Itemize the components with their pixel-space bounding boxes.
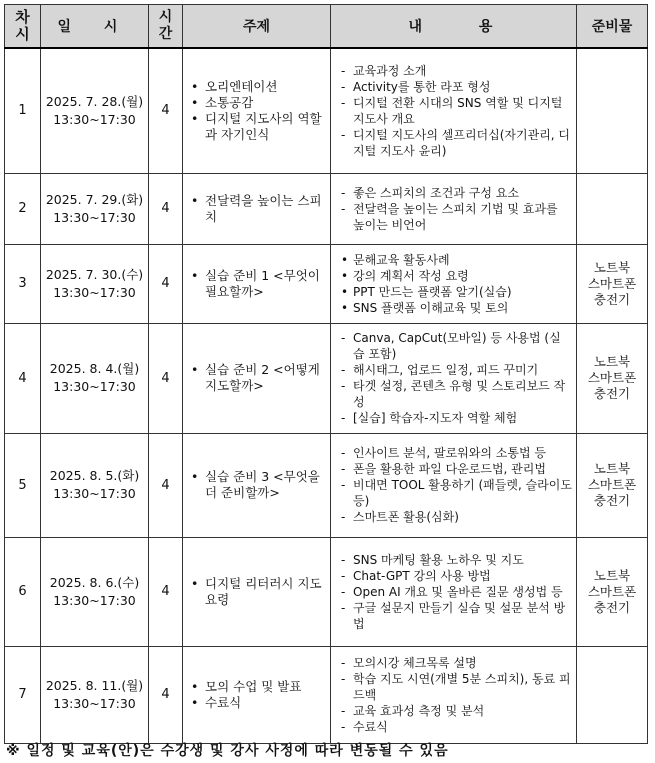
header-topic: 주제	[183, 5, 331, 49]
content-item: - Chat-GPT 강의 사용 방법	[341, 568, 572, 584]
session-datetime	[41, 244, 149, 323]
session-materials: 노트북 스마트폰 충전기	[577, 244, 648, 323]
content-item: - 교육 효과성 측정 및 분석	[341, 703, 572, 719]
header-session: 차 시	[5, 5, 41, 49]
session-topic	[183, 537, 331, 646]
session-datetime	[41, 537, 149, 646]
content-item: - 폰을 활용한 파일 다운로드법, 관리법	[341, 461, 572, 477]
session-time: 13:30~17:30	[53, 284, 136, 300]
header-date: 일 시	[41, 5, 149, 49]
session-datetime	[41, 48, 149, 173]
session-topic	[183, 433, 331, 537]
session-hours: 4	[149, 537, 183, 646]
session-topic	[183, 48, 331, 173]
session-time: 13:30~17:30	[53, 592, 136, 608]
content-item: - 전달력을 높이는 스피치 기법 및 효과를 높이는 비언어	[341, 201, 572, 233]
footnote: ※ 일정 및 교육(안)은 수강생 및 강사 사정에 따라 변동될 수 있음	[6, 743, 449, 759]
session-hours: 4	[149, 48, 183, 173]
session-content	[331, 323, 577, 433]
content-item: - Open AI 개요 및 올바른 질문 생성법 등	[341, 584, 572, 600]
topic-list	[183, 362, 330, 394]
session-materials	[577, 173, 648, 244]
topic-item: • 실습 준비 2 <어떻게 지도할까>	[205, 362, 330, 394]
content-item: - 타겟 설정, 콘텐츠 유형 및 스토리보드 작성	[341, 378, 572, 410]
session-materials: 노트북 스마트폰 충전기	[577, 323, 648, 433]
content-item: - 좋은 스피치의 조건과 구성 요소	[341, 185, 572, 201]
session-hours: 4	[149, 433, 183, 537]
session-materials	[577, 646, 648, 743]
session-hours: 4	[149, 244, 183, 323]
session-content	[331, 537, 577, 646]
content-item: - Canva, CapCut(모바일) 등 사용법 (실습 포함)	[341, 330, 572, 362]
content-item: - 디지털 지도사의 셀프리더십(자기관리, 디지털 지도사 윤리)	[341, 127, 572, 159]
session-time: 13:30~17:30	[53, 695, 136, 711]
content-item: - Activity를 통한 라포 형성	[341, 79, 572, 95]
session-date: 2025. 7. 30.(수)	[45, 266, 144, 282]
header-hours: 시 간	[149, 5, 183, 49]
topic-item: • 전달력을 높이는 스피치	[205, 193, 330, 225]
content-item: • PPT 만드는 플랫폼 알기(실습)	[341, 284, 572, 300]
content-list	[341, 330, 572, 426]
content-item: - 인사이트 분석, 팔로워와의 소통법 등	[341, 445, 572, 461]
session-date: 2025. 8. 4.(월)	[49, 361, 140, 376]
table-row	[5, 173, 648, 244]
topic-list	[183, 268, 330, 300]
session-date: 2025. 8. 6.(수)	[49, 574, 140, 590]
content-item: - 구글 설문지 만들기 실습 및 설문 분석 방법	[341, 600, 572, 632]
topic-item: • 수료식	[205, 695, 330, 711]
session-number: 5	[5, 433, 41, 537]
topic-list	[183, 469, 330, 501]
content-item: - 수료식	[341, 719, 572, 735]
session-number: 4	[5, 323, 41, 433]
topic-item: • 오리엔테이션	[205, 79, 330, 95]
topic-list	[183, 576, 330, 608]
topic-item: • 실습 준비 1 <무엇이 필요할까>	[205, 268, 330, 300]
session-datetime	[41, 433, 149, 537]
schedule-table	[4, 4, 648, 744]
session-date: 2025. 8. 5.(화)	[49, 468, 140, 483]
session-topic	[183, 323, 331, 433]
content-item: - 해시태그, 업로드 일정, 피드 꾸미기	[341, 362, 572, 378]
content-item: • 문해교육 활동사례	[341, 252, 572, 268]
topic-item: • 디지털 지도사의 역할과 자기인식	[205, 111, 330, 143]
session-time: 13:30~17:30	[53, 209, 136, 225]
session-hours: 4	[149, 646, 183, 743]
session-content	[331, 646, 577, 743]
content-item: • 강의 계획서 작성 요령	[341, 268, 572, 284]
session-time: 13:30~17:30	[53, 379, 136, 394]
session-content	[331, 433, 577, 537]
header-prep: 준비물	[577, 5, 648, 49]
table-row	[5, 537, 648, 646]
topic-list	[183, 679, 330, 711]
table-row	[5, 244, 648, 323]
session-content	[331, 173, 577, 244]
content-list	[341, 655, 572, 735]
session-topic	[183, 646, 331, 743]
session-number: 7	[5, 646, 41, 743]
content-list	[341, 552, 572, 632]
session-date: 2025. 7. 28.(월)	[45, 93, 144, 109]
content-list	[341, 252, 572, 316]
session-content	[331, 244, 577, 323]
session-materials: 노트북 스마트폰 충전기	[577, 537, 648, 646]
table-row	[5, 433, 648, 537]
content-item: - 디지털 전환 시대의 SNS 역할 및 디지털 지도사 개요	[341, 95, 572, 127]
content-item: • SNS 플랫폼 이해교육 및 토의	[341, 300, 572, 316]
session-hours: 4	[149, 173, 183, 244]
session-hours: 4	[149, 323, 183, 433]
content-item: - 비대면 TOOL 활용하기 (패들렛, 슬라이도 등)	[341, 477, 572, 509]
topic-list	[183, 79, 330, 143]
session-date: 2025. 7. 29.(화)	[45, 191, 144, 207]
content-list	[341, 445, 572, 525]
session-materials: 노트북 스마트폰 충전기	[577, 433, 648, 537]
topic-item: • 모의 수업 및 발표	[205, 679, 330, 695]
session-content	[331, 48, 577, 173]
session-time: 13:30~17:30	[53, 486, 136, 501]
session-datetime	[41, 646, 149, 743]
session-datetime	[41, 323, 149, 433]
session-topic	[183, 244, 331, 323]
content-item: - [실습] 학습자-지도자 역할 체험	[341, 410, 572, 426]
session-time: 13:30~17:30	[53, 111, 136, 127]
session-number: 6	[5, 537, 41, 646]
topic-item: • 소통공감	[205, 95, 330, 111]
content-list	[341, 185, 572, 233]
topic-item: • 실습 준비 3 <무엇을 더 준비할까>	[205, 469, 330, 501]
table-row	[5, 646, 648, 743]
content-item: - 학습 지도 시연(개별 5분 스피치), 동료 피드백	[341, 671, 572, 703]
content-item: - 모의시강 체크목록 설명	[341, 655, 572, 671]
session-number: 3	[5, 244, 41, 323]
table-row	[5, 323, 648, 433]
header-content: 내 용	[331, 5, 577, 49]
session-date: 2025. 8. 11.(월)	[45, 677, 144, 693]
session-number: 1	[5, 48, 41, 173]
session-number: 2	[5, 173, 41, 244]
topic-list	[183, 193, 330, 225]
content-list	[341, 63, 572, 159]
topic-item: • 디지털 리터러시 지도 요령	[205, 576, 330, 608]
header-row	[5, 5, 648, 49]
content-item: - SNS 마케팅 활용 노하우 및 지도	[341, 552, 572, 568]
content-item: - 교육과정 소개	[341, 63, 572, 79]
session-datetime	[41, 173, 149, 244]
table-row	[5, 48, 648, 173]
session-materials	[577, 48, 648, 173]
session-topic	[183, 173, 331, 244]
content-item: - 스마트폰 활용(심화)	[341, 509, 572, 525]
